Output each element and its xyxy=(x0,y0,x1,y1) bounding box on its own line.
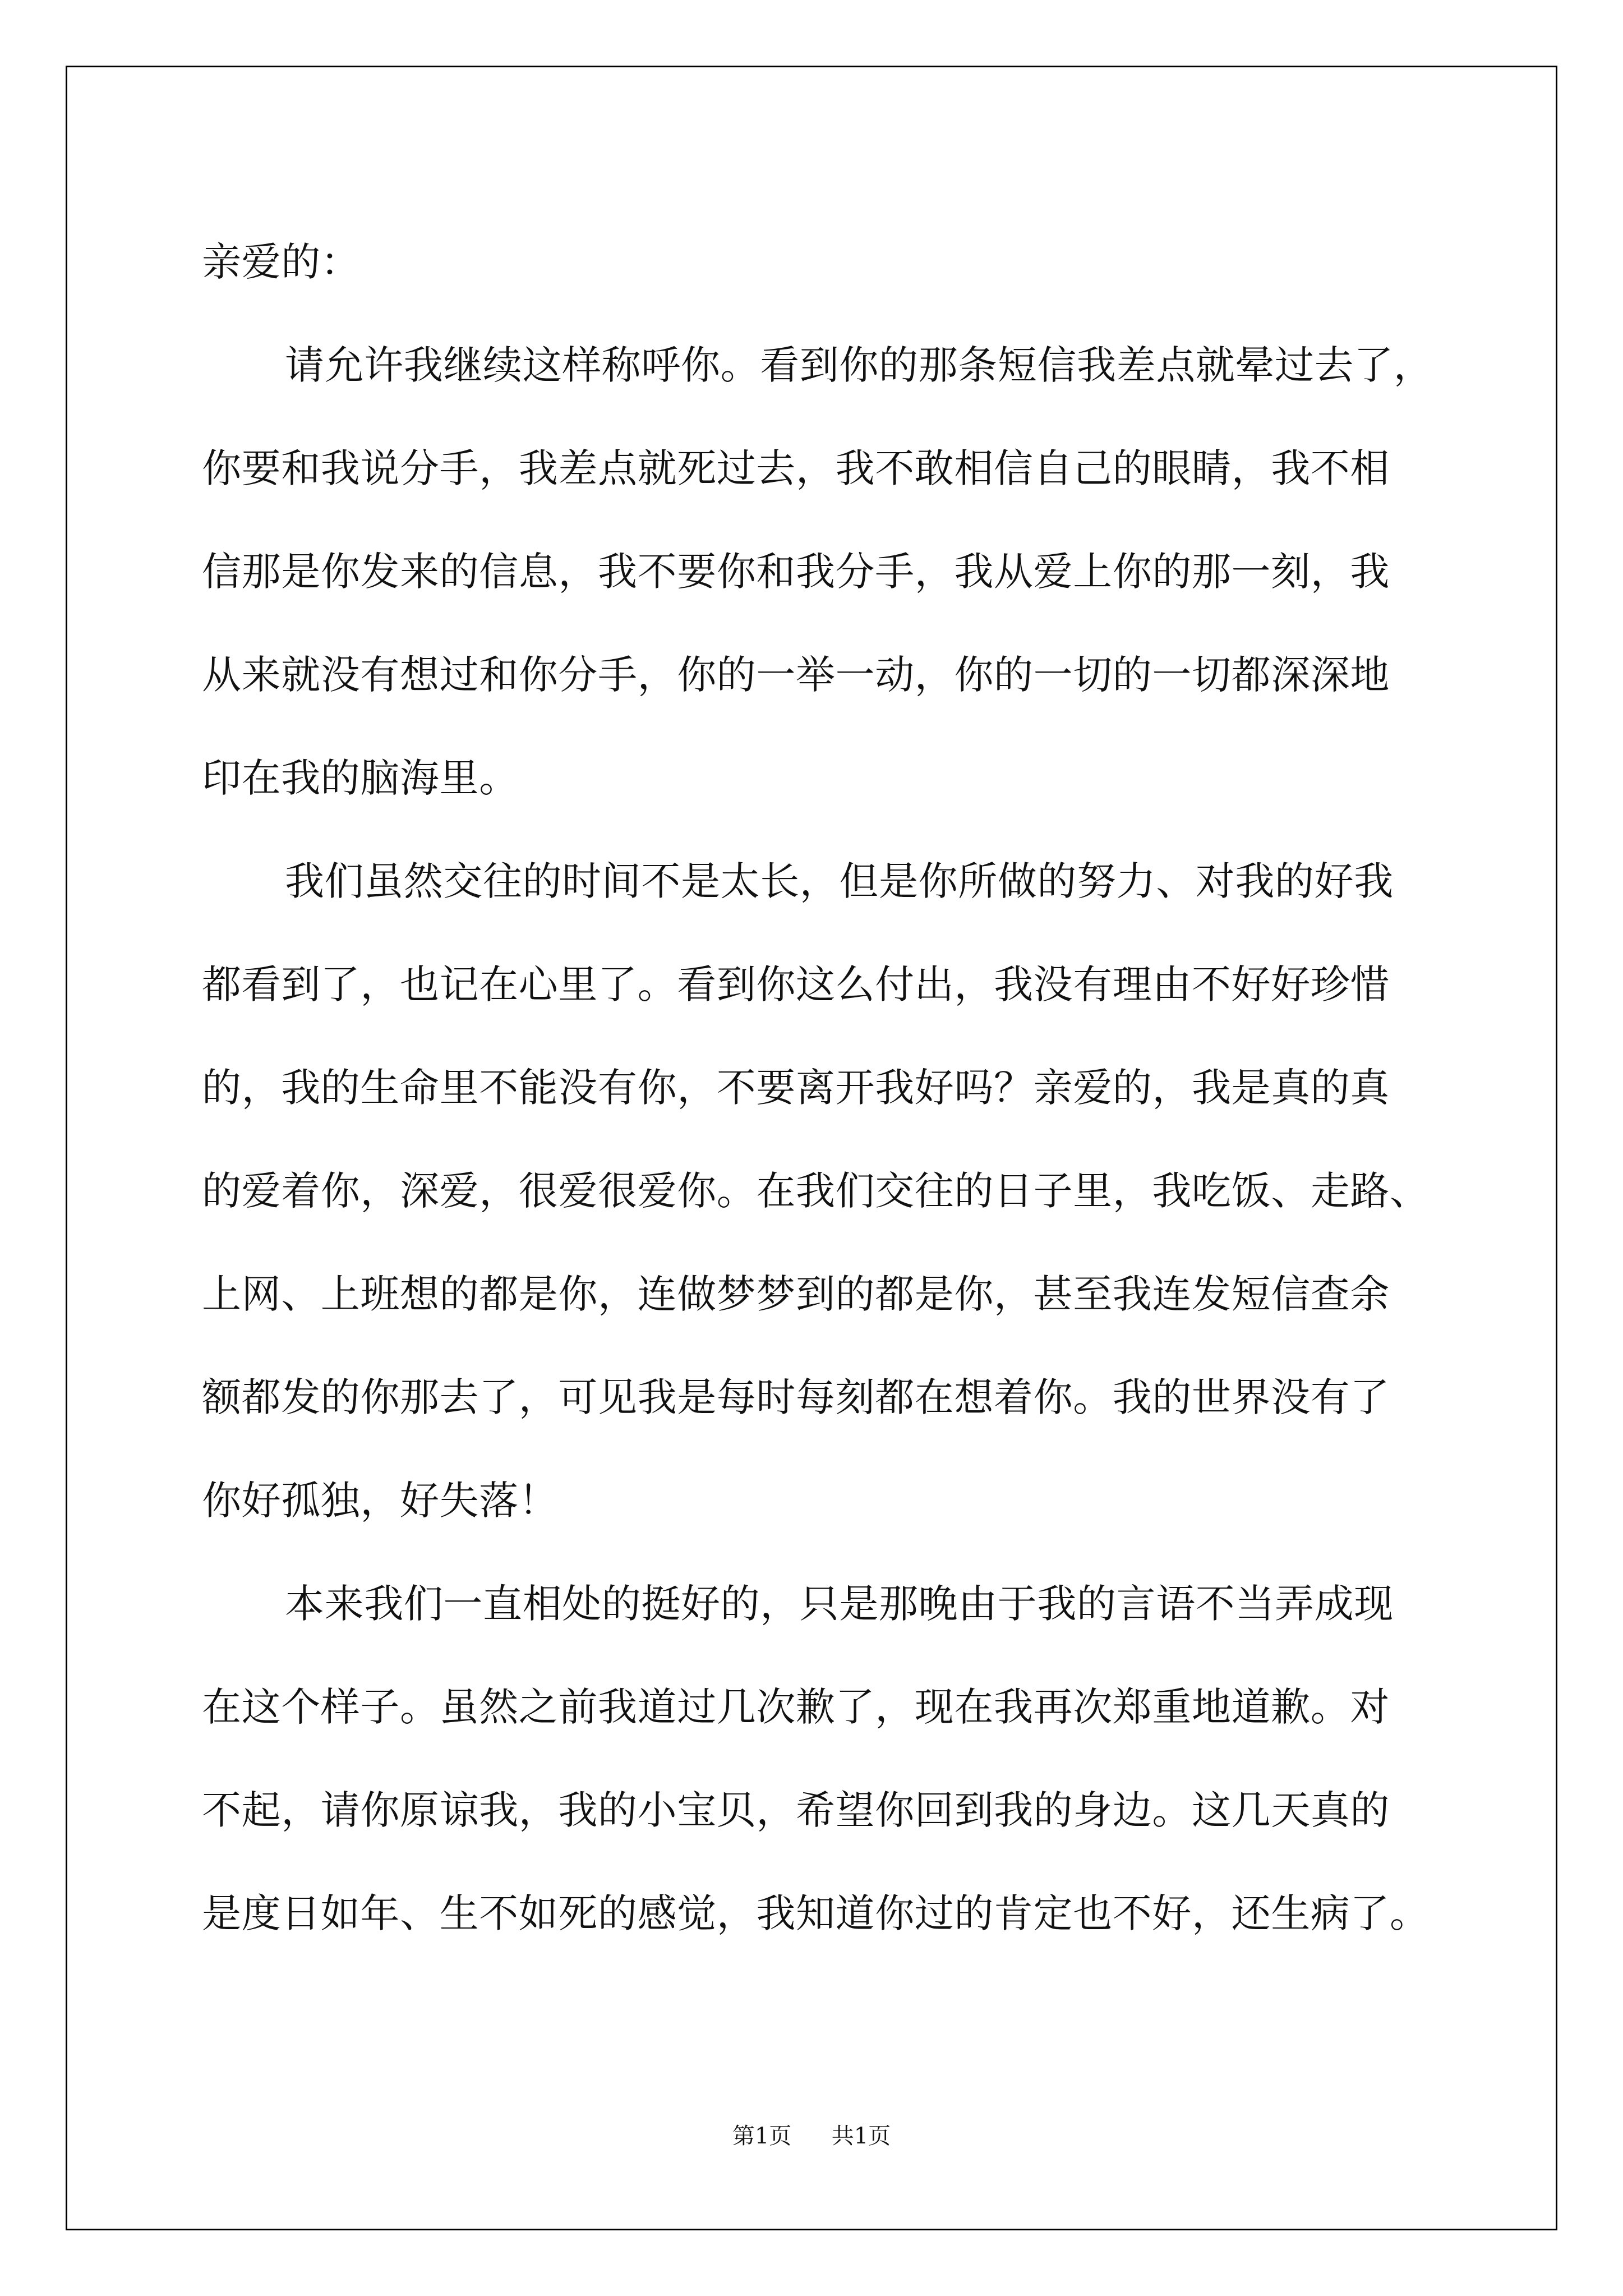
letter-line: 额都发的你那去了，可见我是每时每刻都在想着你。我的世界没有了 xyxy=(202,1374,1390,1420)
letter-line: 本来我们一直相处的挺好的，只是那晚由于我的言语不当弄成现 xyxy=(285,1581,1394,1627)
letter-line: 不起，请你原谅我，我的小宝贝，希望你回到我的身边。这几天真的 xyxy=(202,1787,1390,1833)
letter-line: 你要和我说分手，我差点就死过去，我不敢相信自己的眼睛，我不相 xyxy=(202,445,1390,491)
letter-salutation: 亲爱的： xyxy=(202,239,361,285)
letter-body xyxy=(202,210,1469,1965)
total-pages-label: 共1页 xyxy=(831,2123,891,2149)
letter-line: 印在我的脑海里。 xyxy=(202,755,519,801)
letter-line: 请允许我继续这样称呼你。看到你的那条短信我差点就晕过去了， xyxy=(285,342,1433,388)
letter-line: 我们虽然交往的时间不是太长，但是你所做的努力、对我的好我 xyxy=(285,858,1394,904)
letter-line: 的爱着你，深爱，很爱很爱你。在我们交往的日子里，我吃饭、走路、 xyxy=(202,1168,1430,1214)
letter-line: 是度日如年、生不如死的感觉，我知道你过的肯定也不好，还生病了。 xyxy=(202,1890,1430,1936)
letter-line: 在这个样子。虽然之前我道过几次歉了，现在我再次郑重地道歉。对 xyxy=(202,1684,1390,1730)
letter-line: 信那是你发来的信息，我不要你和我分手，我从爱上你的那一刻，我 xyxy=(202,549,1390,595)
page-footer xyxy=(0,2119,1623,2153)
letter-line: 的，我的生命里不能没有你，不要离开我好吗？亲爱的，我是真的真 xyxy=(202,1065,1390,1111)
letter-line: 你好孤独，好失落！ xyxy=(202,1478,559,1524)
letter-line: 从来就没有想过和你分手，你的一举一动，你的一切的一切都深深地 xyxy=(202,652,1390,698)
letter-line: 都看到了，也记在心里了。看到你这么付出，我没有理由不好好珍惜 xyxy=(202,961,1390,1007)
letter-line: 上网、上班想的都是你，连做梦梦到的都是你，甚至我连发短信查余 xyxy=(202,1271,1390,1317)
current-page-label: 第1页 xyxy=(732,2123,792,2149)
